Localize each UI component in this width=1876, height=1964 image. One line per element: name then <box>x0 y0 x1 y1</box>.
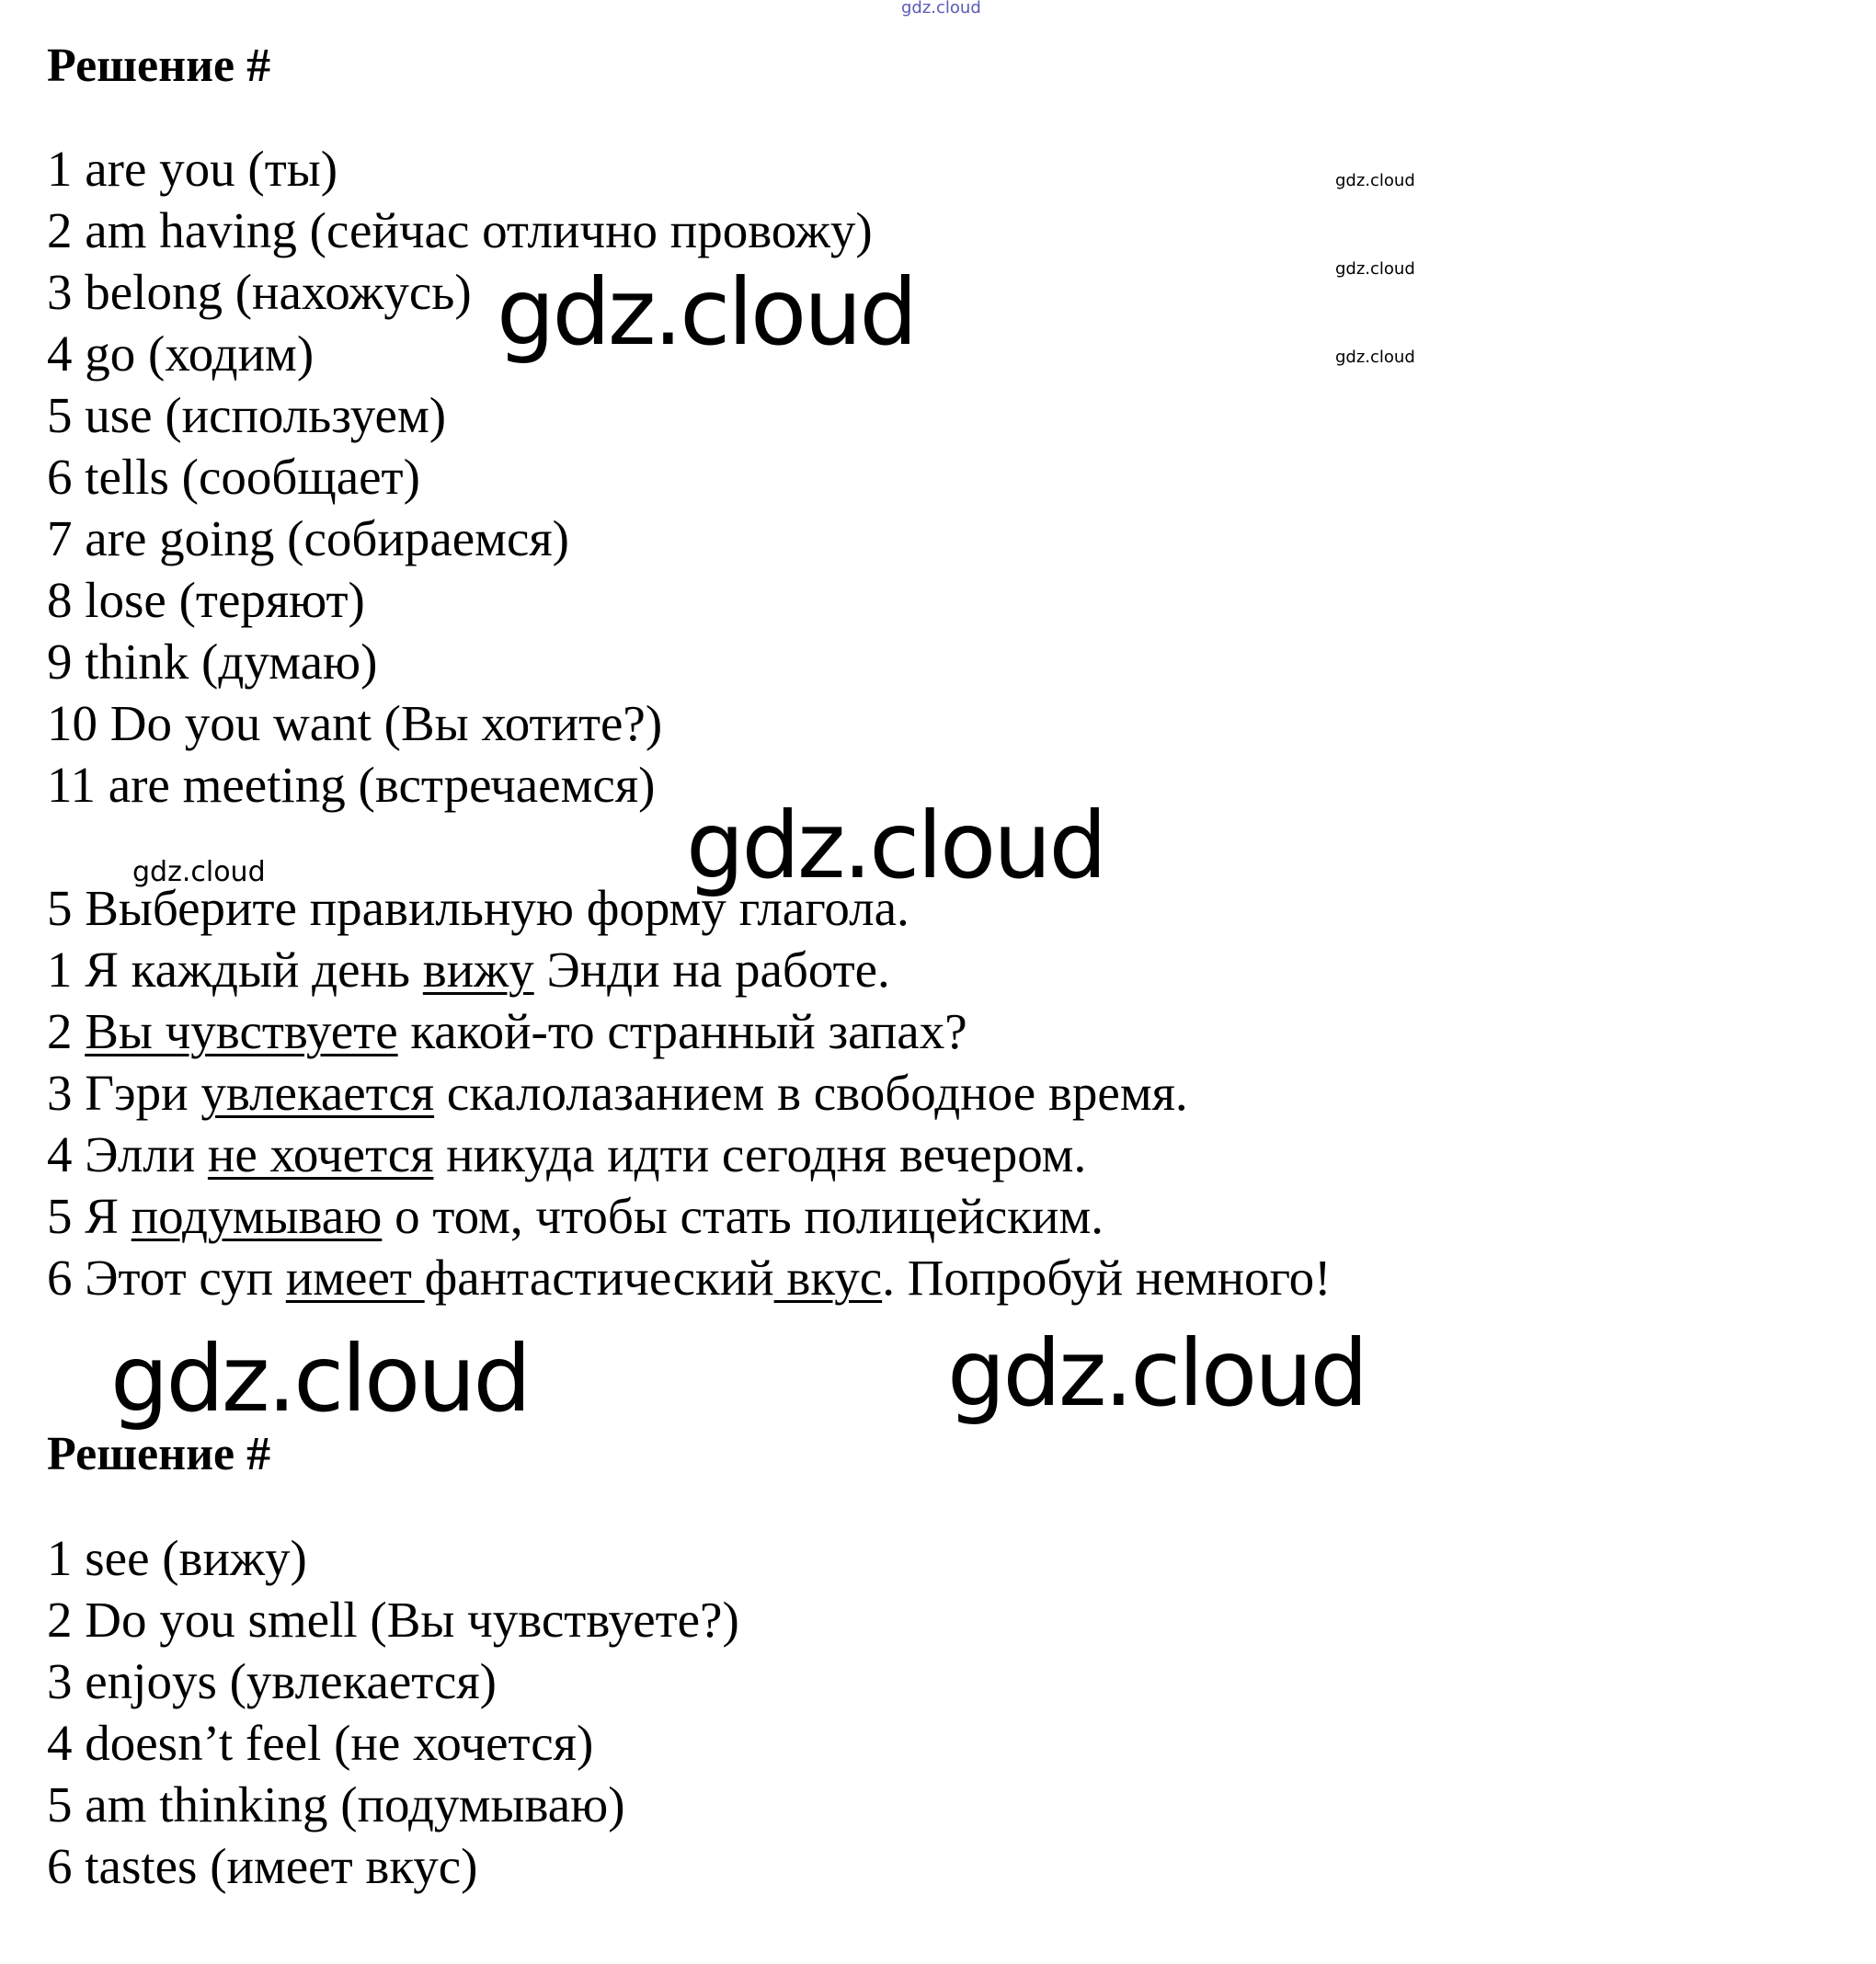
answer-item: 4 go (ходим) <box>47 325 315 382</box>
answer-item: 3 enjoys (увлекается) <box>47 1653 497 1709</box>
answer-item: 5 use (используем) <box>47 387 447 443</box>
sentence-text: 2 <box>47 1003 86 1059</box>
exercise-sentence <box>47 1250 1332 1306</box>
answer-item: 6 tells (сообщает) <box>47 449 420 505</box>
underlined-verb: подумываю <box>131 1188 383 1244</box>
answer-item: 8 lose (теряют) <box>47 572 365 628</box>
watermark-side-3: gdz.cloud <box>1335 348 1415 367</box>
watermark-side-1: gdz.cloud <box>1335 171 1415 190</box>
underlined-verb: не хочется <box>207 1126 434 1182</box>
sentence-text: какой-то странный запах? <box>397 1003 967 1059</box>
exercise-sentence <box>47 1126 1087 1182</box>
answer-item: 6 tastes (имеет вкус) <box>47 1838 478 1894</box>
sentence-text: никуда идти сегодня вечером. <box>433 1126 1087 1182</box>
underlined-verb: вижу <box>422 942 534 998</box>
watermark-big-4: gdz.cloud <box>947 1319 1367 1427</box>
answer-item: 2 Do you smell (Вы чувствуете?) <box>47 1592 739 1648</box>
underlined-verb: Вы чувствуете <box>85 1003 398 1059</box>
answer-item: 11 are meeting (встречаемся) <box>47 757 656 813</box>
sentence-text: 6 Этот суп <box>47 1250 286 1306</box>
answer-item: 1 are you (ты) <box>47 141 338 197</box>
underlined-verb: увлекается <box>200 1065 435 1121</box>
exercise-sentence <box>47 1188 1104 1244</box>
sentence-text: фантастический <box>424 1250 774 1306</box>
watermark-mid: gdz.cloud <box>132 856 266 888</box>
answer-item: 3 belong (нахожусь) <box>47 264 472 320</box>
sentence-text: 4 Элли <box>47 1126 208 1182</box>
watermark-big-2: gdz.cloud <box>686 792 1105 899</box>
underlined-verb: вкус <box>773 1250 883 1306</box>
watermark-big-3: gdz.cloud <box>110 1325 530 1433</box>
solution-heading-1: Решение # <box>47 40 271 92</box>
exercise-sentence <box>47 1003 967 1059</box>
answer-item: 5 am thinking (подумываю) <box>47 1776 625 1833</box>
answer-item: 1 see (вижу) <box>47 1530 307 1586</box>
exercise-title: 5 Выберите правильную форму глагола. <box>47 880 909 936</box>
answer-item: 7 are going (собираемся) <box>47 510 569 566</box>
exercise-sentence <box>47 942 890 998</box>
answer-item: 4 doesn’t feel (не хочется) <box>47 1715 594 1771</box>
sentence-text: скалолазанием в свободное время. <box>434 1065 1188 1121</box>
sentence-text: 3 Гэри <box>47 1065 201 1121</box>
answer-item: 9 think (думаю) <box>47 634 378 690</box>
exercise-sentence <box>47 1065 1188 1121</box>
sentence-text: 1 Я каждый день <box>47 942 423 998</box>
underlined-verb: имеет <box>285 1250 425 1306</box>
watermark-side-2: gdz.cloud <box>1335 259 1415 279</box>
sentence-text: о том, чтобы стать полицейским. <box>382 1188 1104 1244</box>
sentence-text: 5 Я <box>47 1188 132 1244</box>
watermark-top: gdz.cloud <box>901 0 981 17</box>
solution-heading-2: Решение # <box>47 1428 271 1480</box>
answer-item: 2 am having (сейчас отлично провожу) <box>47 202 873 258</box>
watermark-big-1: gdz.cloud <box>497 258 916 366</box>
sentence-text: Энди на работе. <box>533 942 890 998</box>
sentence-text: . Попробуй немного! <box>882 1250 1332 1306</box>
answer-item: 10 Do you want (Вы хотите?) <box>47 695 663 751</box>
